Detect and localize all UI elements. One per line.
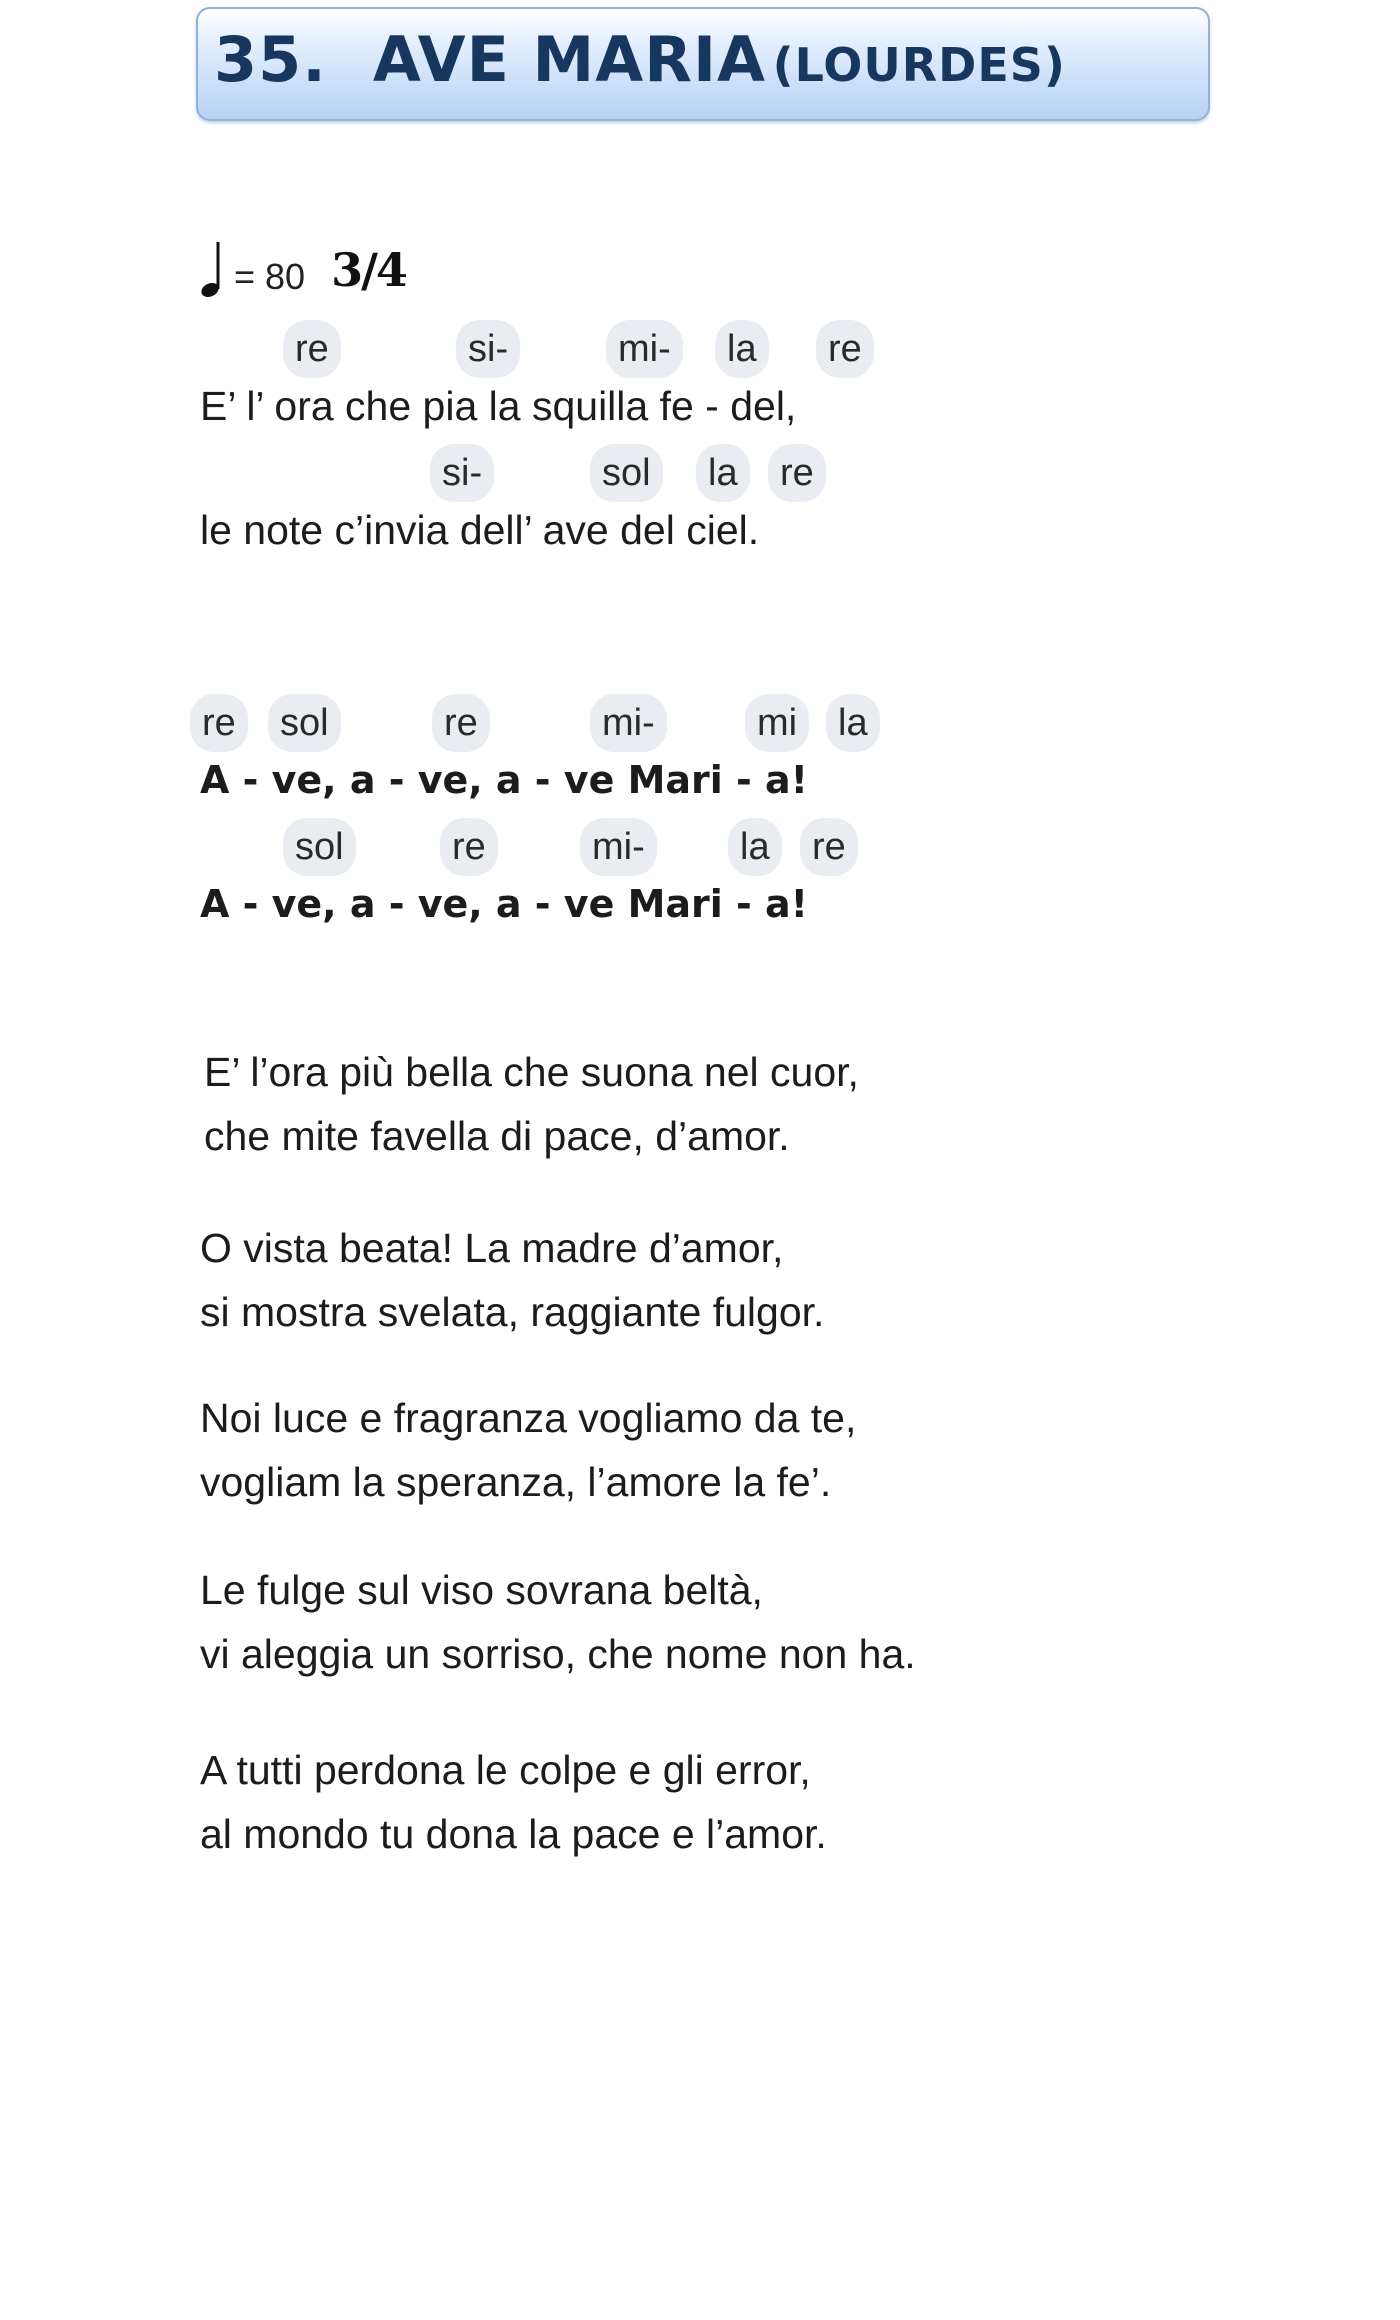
chord: la <box>728 818 782 876</box>
chord: si- <box>456 320 520 378</box>
chord: sol <box>268 694 341 752</box>
tempo-value: = 80 <box>234 256 306 297</box>
chord: re <box>440 818 498 876</box>
lyric-line: E’ l’ ora che pia la squilla fe - del, <box>200 383 797 429</box>
stanza-line: Le fulge sul viso sovrana beltà, <box>200 1567 763 1613</box>
song-name: AVE MARIA <box>372 23 767 96</box>
refrain-line: A - ve, a - ve, a - ve Mari - a! <box>200 882 808 926</box>
tempo-marking <box>200 228 406 298</box>
lyric-line: le note c’invia dell’ ave del ciel. <box>200 507 760 553</box>
chord: la <box>715 320 769 378</box>
chord: mi- <box>606 320 683 378</box>
stanza-line: vogliam la speranza, l’amore la fe’. <box>200 1459 832 1505</box>
quarter-note-icon <box>200 236 226 298</box>
stanza-line: che mite favella di pace, d’amor. <box>204 1113 790 1159</box>
chord: re <box>768 444 826 502</box>
chord: re <box>800 818 858 876</box>
song-number: 35. <box>214 23 327 96</box>
chord: si- <box>430 444 494 502</box>
chord: mi- <box>590 694 667 752</box>
stanza-line: Noi luce e fragranza vogliamo da te, <box>200 1395 857 1441</box>
stanza-line: A tutti perdona le colpe e gli error, <box>200 1747 811 1793</box>
chord: re <box>432 694 490 752</box>
song-subtitle: (LOURDES) <box>772 38 1066 92</box>
refrain-line: A - ve, a - ve, a - ve Mari - a! <box>200 758 808 802</box>
time-signature: 3/4 <box>331 243 406 297</box>
stanza-line: si mostra svelata, raggiante fulgor. <box>200 1289 825 1335</box>
chord: mi- <box>580 818 657 876</box>
stanza-line: vi aleggia un sorriso, che nome non ha. <box>200 1631 916 1677</box>
chord: la <box>826 694 880 752</box>
chord: sol <box>283 818 356 876</box>
stanza-line: E’ l’ora più bella che suona nel cuor, <box>204 1049 859 1095</box>
song-title <box>214 23 1066 96</box>
chord: re <box>283 320 341 378</box>
title-banner <box>196 7 1210 121</box>
chord: sol <box>590 444 663 502</box>
stanza-line: al mondo tu dona la pace e l’amor. <box>200 1811 827 1857</box>
stanza-line: O vista beata! La madre d’amor, <box>200 1225 784 1271</box>
chord: mi <box>745 694 809 752</box>
chord: re <box>816 320 874 378</box>
chord: re <box>190 694 248 752</box>
chord: la <box>696 444 750 502</box>
